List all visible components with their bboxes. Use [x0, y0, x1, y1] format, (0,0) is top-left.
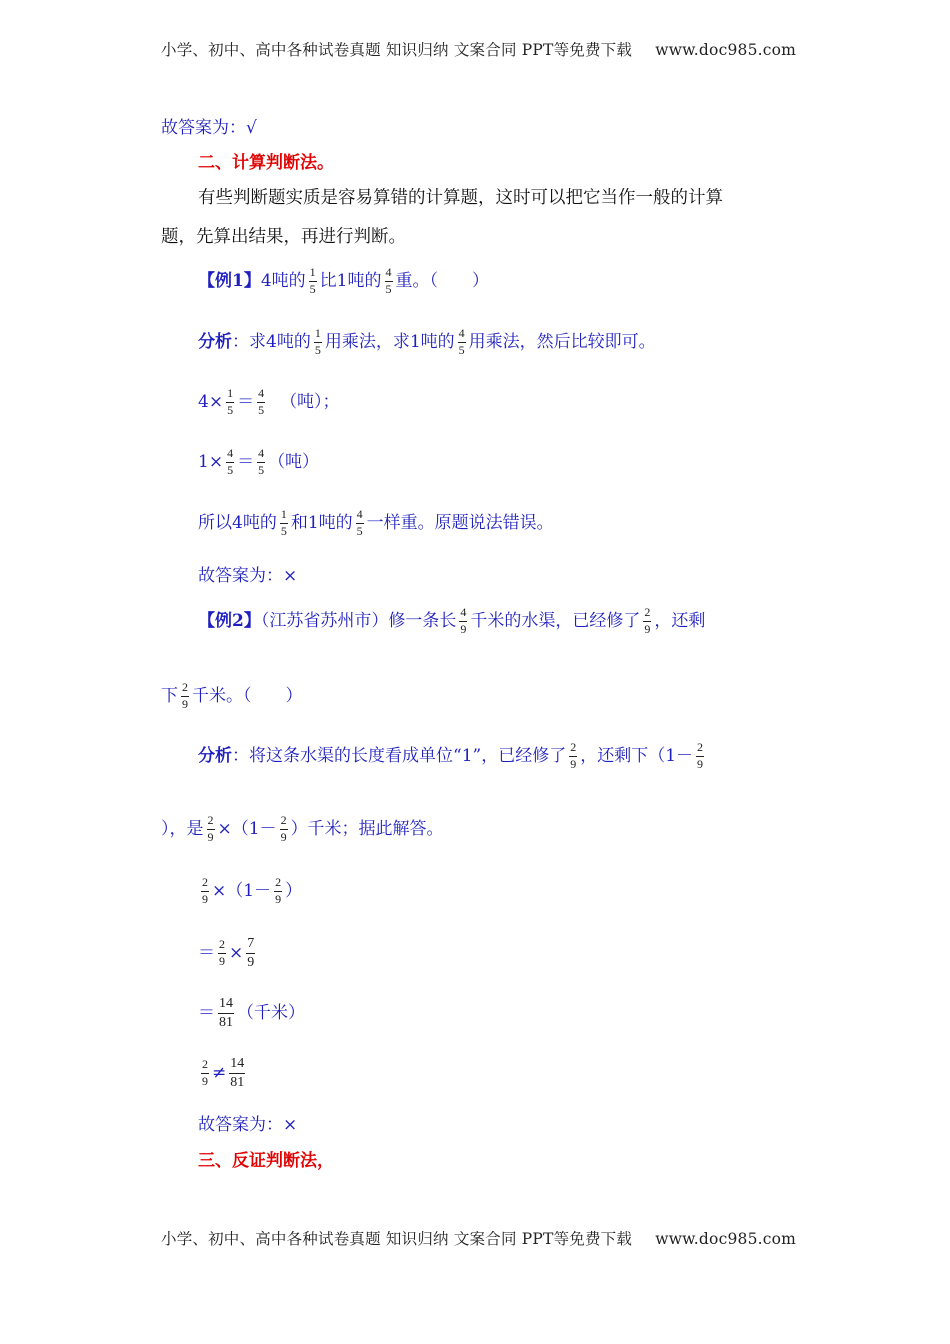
- calc-line-4: [198, 936, 258, 971]
- calc-line-5: [198, 996, 305, 1031]
- fraction: $\frac{4}{5}$: [458, 326, 465, 357]
- fraction: $\frac{7}{9}$: [247, 936, 255, 971]
- text: ：将这条水渠的长度看成单位“1”，已经修了: [232, 745, 567, 766]
- text: ＝: [198, 1003, 215, 1024]
- text: ），是: [161, 818, 204, 839]
- answer-1: 故答案为：×: [198, 566, 298, 586]
- text: 4吨的: [260, 270, 306, 291]
- text: 用乘法，求1吨的: [324, 331, 455, 352]
- fraction: $\frac{4}{5}$: [258, 386, 265, 417]
- fraction: $\frac{2}{9}$: [207, 813, 214, 844]
- fraction: $\frac{4}{5}$: [385, 265, 392, 296]
- analysis-label: 分析: [198, 331, 232, 352]
- paragraph-line-1: 有些判断题实质是容易算错的计算题，这时可以把它当作一般的计算: [198, 188, 723, 208]
- calc-line-6: [198, 1056, 248, 1091]
- footer-url: www.doc985.com: [655, 1230, 797, 1248]
- fraction: $\frac{2}{9}$: [697, 740, 704, 771]
- fraction: $\frac{2}{9}$: [280, 813, 287, 844]
- header-url: www.doc985.com: [655, 41, 797, 59]
- analysis-label: 分析: [198, 745, 232, 766]
- text: ，还剩: [654, 610, 706, 631]
- text: ＝: [237, 391, 255, 412]
- header-text: 小学、初中、高中各种试卷真题 知识归纳 文案合同 PPT等免费下载: [161, 41, 633, 59]
- fraction: $\frac{1}{5}$: [309, 265, 316, 296]
- example-label: 【例1】: [198, 270, 261, 291]
- text: 重。（ ）: [395, 270, 489, 291]
- text: ）: [285, 880, 303, 901]
- text: 和1吨的: [290, 512, 353, 533]
- page-header: [161, 43, 796, 59]
- calc-line-2: [198, 447, 319, 478]
- fraction: $\frac{4}{9}$: [460, 605, 467, 636]
- conclusion-1: [198, 508, 554, 539]
- fraction: $\frac{2}{9}$: [202, 875, 208, 906]
- text: ×（1－: [217, 818, 277, 839]
- fraction: $\frac{2}{9}$: [202, 1057, 208, 1089]
- fraction: $\frac{1}{5}$: [314, 326, 321, 357]
- text: 下: [161, 685, 178, 706]
- fraction: $\frac{2}{9}$: [219, 937, 225, 969]
- calc-line-3: [198, 876, 302, 907]
- example-label: 【例2】: [198, 610, 261, 631]
- text: 千米的水渠，已经修了: [470, 610, 641, 631]
- answer-check: 故答案为：√: [161, 118, 257, 138]
- text: ≠: [212, 1063, 227, 1084]
- fraction: $\frac{4}{5}$: [258, 446, 265, 477]
- example-1: [198, 266, 489, 297]
- text: 所以4吨的: [198, 512, 277, 533]
- fraction: $\frac{2}{9}$: [644, 605, 651, 636]
- section-title-3: 三、反证判断法，: [198, 1151, 334, 1171]
- text: ＝: [237, 451, 255, 472]
- paragraph-line-2: 题，先算出结果，再进行判断。: [161, 227, 406, 247]
- text: 4×: [198, 391, 224, 412]
- text: （江苏省苏州市）修一条长: [260, 610, 457, 631]
- text: 比1吨的: [319, 270, 382, 291]
- text: ×: [229, 943, 244, 964]
- page-footer: [161, 1232, 796, 1248]
- example-2-cont: [161, 681, 303, 712]
- text: ）千米；据此解答。: [290, 818, 444, 839]
- calc-line-1: [198, 387, 340, 418]
- text: （吨）: [268, 451, 320, 472]
- fraction: $\frac{2}{9}$: [275, 875, 282, 906]
- text: 一样重。原题说法错误。: [366, 512, 554, 533]
- fraction: $\frac{2}{9}$: [570, 740, 577, 771]
- text: （吨）；: [280, 391, 340, 412]
- fraction: $\frac{4}{5}$: [227, 446, 234, 477]
- text: （千米）: [237, 1003, 305, 1024]
- text: 1×: [198, 451, 224, 472]
- analysis-1: [198, 327, 656, 358]
- fraction: $\frac{4}{5}$: [356, 507, 363, 538]
- fraction: $\frac{1}{5}$: [280, 507, 287, 538]
- text: ＝: [198, 943, 215, 964]
- fraction: $\frac{2}{9}$: [182, 680, 188, 711]
- text: ：求4吨的: [232, 331, 311, 352]
- section-title-2: 二、计算判断法。: [198, 153, 334, 173]
- text: 千米。（ ）: [192, 685, 303, 706]
- text: ，还剩下（1－: [580, 745, 694, 766]
- footer-text: 小学、初中、高中各种试卷真题 知识归纳 文案合同 PPT等免费下载: [161, 1230, 633, 1248]
- analysis-2: [198, 741, 707, 772]
- fraction: $\frac{1}{5}$: [227, 386, 234, 417]
- text: 用乘法，然后比较即可。: [468, 331, 656, 352]
- fraction: $\frac{14}{81}$: [219, 996, 233, 1031]
- fraction: $\frac{14}{81}$: [230, 1056, 245, 1091]
- answer-2: 故答案为：×: [198, 1115, 298, 1135]
- analysis-2-cont: [161, 814, 444, 845]
- example-2: [198, 606, 705, 637]
- text: ×（1－: [212, 880, 272, 901]
